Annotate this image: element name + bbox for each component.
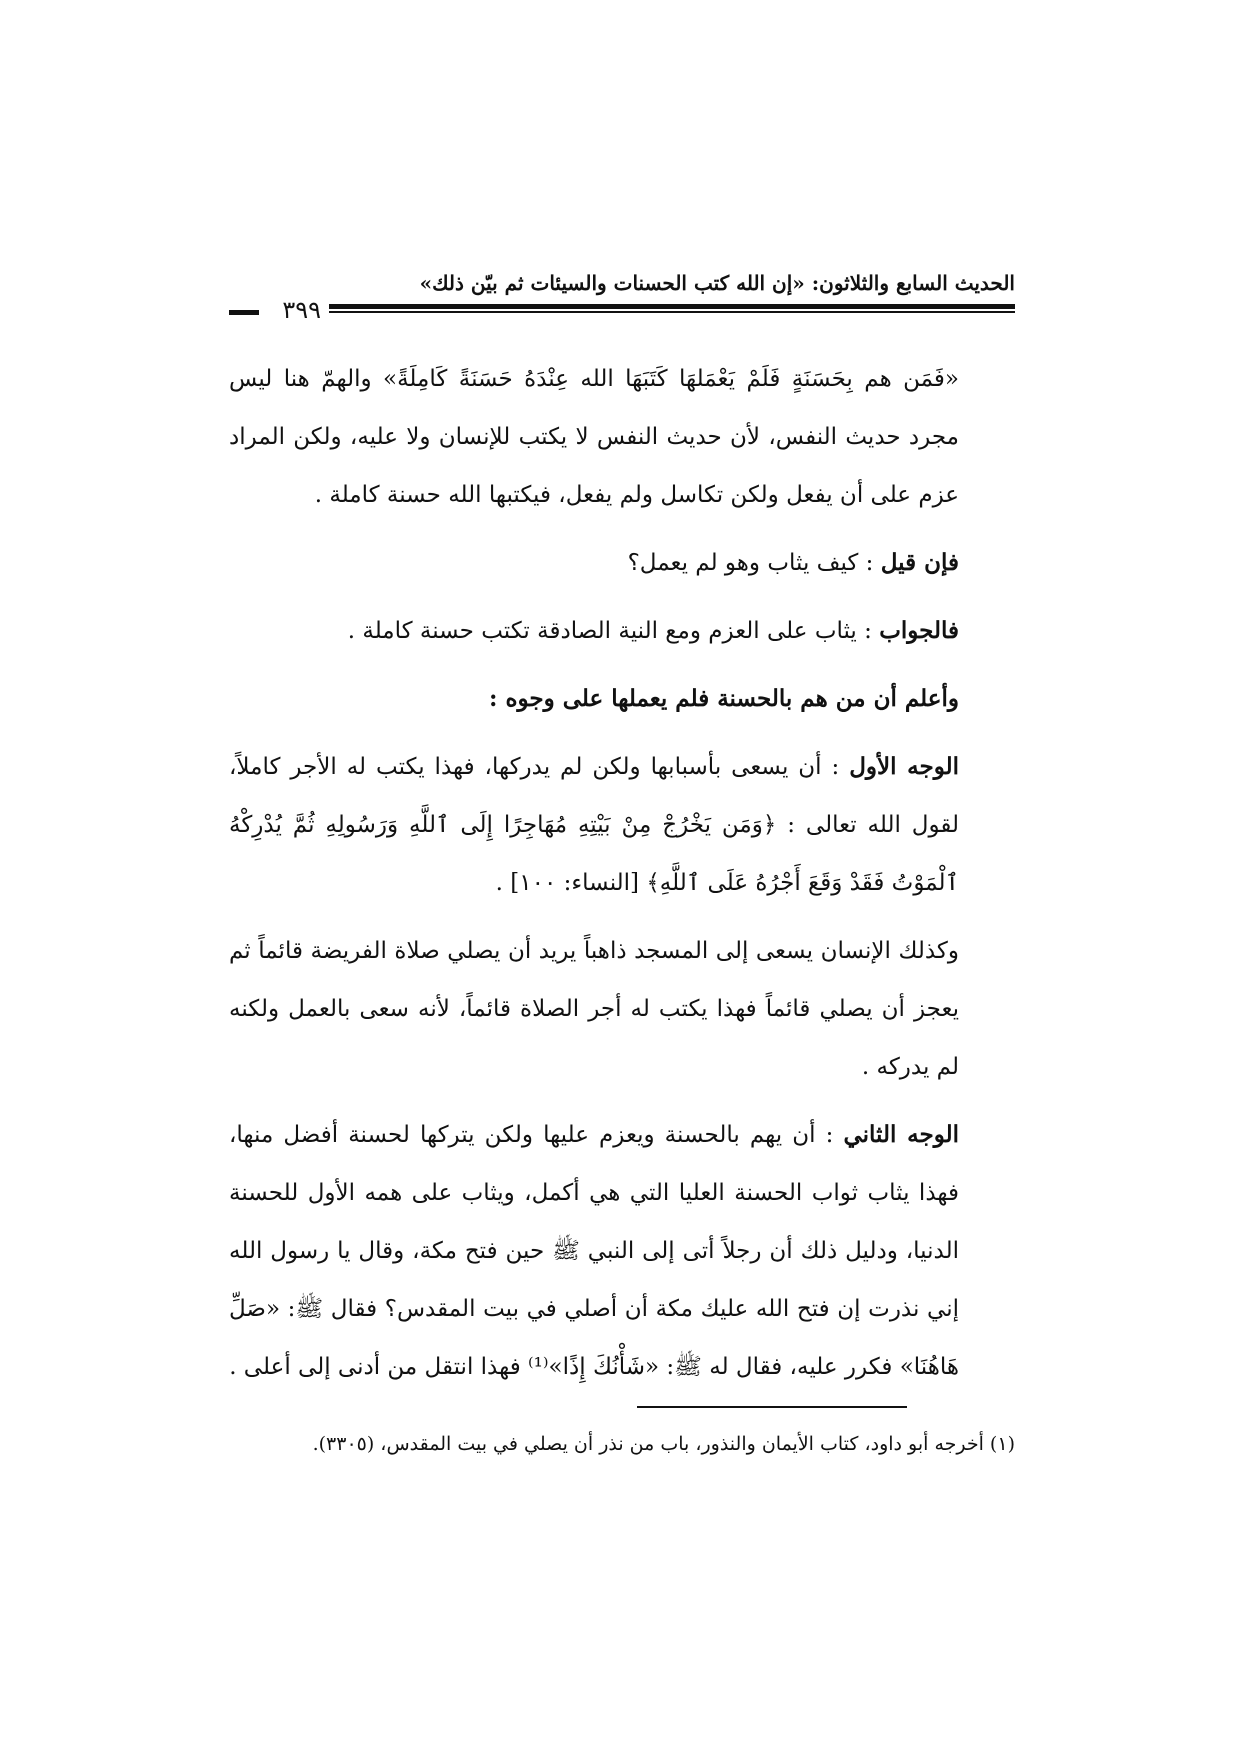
second-aspect-text: : أن يهم بالحسنة ويعزم عليها ولكن يتركها لحسنة أفضل منها، فهذا يثاب ثواب الحسنة العليا التي هي أكمل، ويثاب على همه الأول للحسنة الدنيا، ودليل ذلك أن رجلاً أتى إلى النبي ﷺ حين فتح مكة، وقال يا رسول الله إني نذرت إن فتح الله عليك مكة أن أصلي في بيت المقدس؟ فقال ﷺ: «صَلِّ هَاهُنَا» فكرر عليه، فقال له ﷺ: «شَأْنُكَ إِذًا»⁽¹⁾ فهذا انتقل من أدنى إلى أعلى . (229, 1122, 959, 1380)
first-aspect-label: الوجه الأول (849, 753, 959, 780)
paragraph-5 (229, 738, 1015, 912)
page-number: ٣٩٩ (229, 294, 325, 326)
answer-label: فالجواب (879, 617, 959, 644)
running-header (229, 266, 1015, 326)
question-label: فإن قيل (880, 549, 959, 576)
paragraph-7 (229, 1106, 1015, 1396)
first-aspect-text: : أن يسعى بأسبابها ولكن لم يدركها، فهذا يكتب له الأجر كاملاً، لقول الله تعالى : ﴿وَمَن يَخْرُجْ مِنْ بَيْتِهِ مُهَاجِرًا إِلَى ٱللَّهِ وَرَسُولِهِ ثُمَّ يُدْرِكْهُ ٱلْمَوْتُ فَقَدْ وَقَعَ أَجْرُهُ عَلَى ٱللَّهِ﴾ [النساء: ١٠٠] . (229, 754, 959, 896)
paragraph-2 (229, 534, 1015, 592)
header-rule-thin (329, 311, 1015, 313)
second-aspect-label: الوجه الثاني (843, 1121, 959, 1148)
paragraph-1: «فَمَن هم بِحَسَنَةٍ فَلَمْ يَعْمَلهَا كَتَبَهَا الله عِنْدَهُ حَسَنَةً كَامِلَةً» والهمّ هنا ليس مجرد حديث النفس، لأن حديث النفس لا يكتب للإنسان ولا عليه، ولكن المراد عزم على أن يفعل ولكن تكاسل ولم يفعل، فيكتبها الله حسنة كاملة . (229, 366, 959, 508)
paragraph-6: وكذلك الإنسان يسعى إلى المسجد ذاهباً يريد أن يصلي صلاة الفريضة قائماً ثم يعجز أن يصلي قائماً فهذا يكتب له أجر الصلاة قائماً، لأنه سعى بالعمل ولكنه لم يدركه . (229, 938, 959, 1080)
answer-text: : يثاب على العزم ومع النية الصادقة تكتب حسنة كاملة . (347, 618, 872, 644)
footnote-1: (١) أخرجه أبو داود، كتاب الأيمان والنذور، باب من نذر أن يصلي في بيت المقدس، (٣٣٠٥). (312, 1433, 1015, 1455)
paragraph-3 (229, 602, 1015, 660)
header-rule-thick (329, 304, 1015, 309)
main-text (229, 350, 1015, 1396)
header-title: الحديث السابع والثلاثون: «إن الله كتب الحسنات والسيئات ثم بيّن ذلك» (419, 271, 1015, 295)
paragraph-4: وأعلم أن من هم بالحسنة فلم يعملها على وجوه : (489, 685, 959, 712)
question-text: : كيف يثاب وهو لم يعمل؟ (627, 550, 874, 576)
footnote-separator (637, 1406, 907, 1408)
footnotes (229, 1428, 1015, 1460)
